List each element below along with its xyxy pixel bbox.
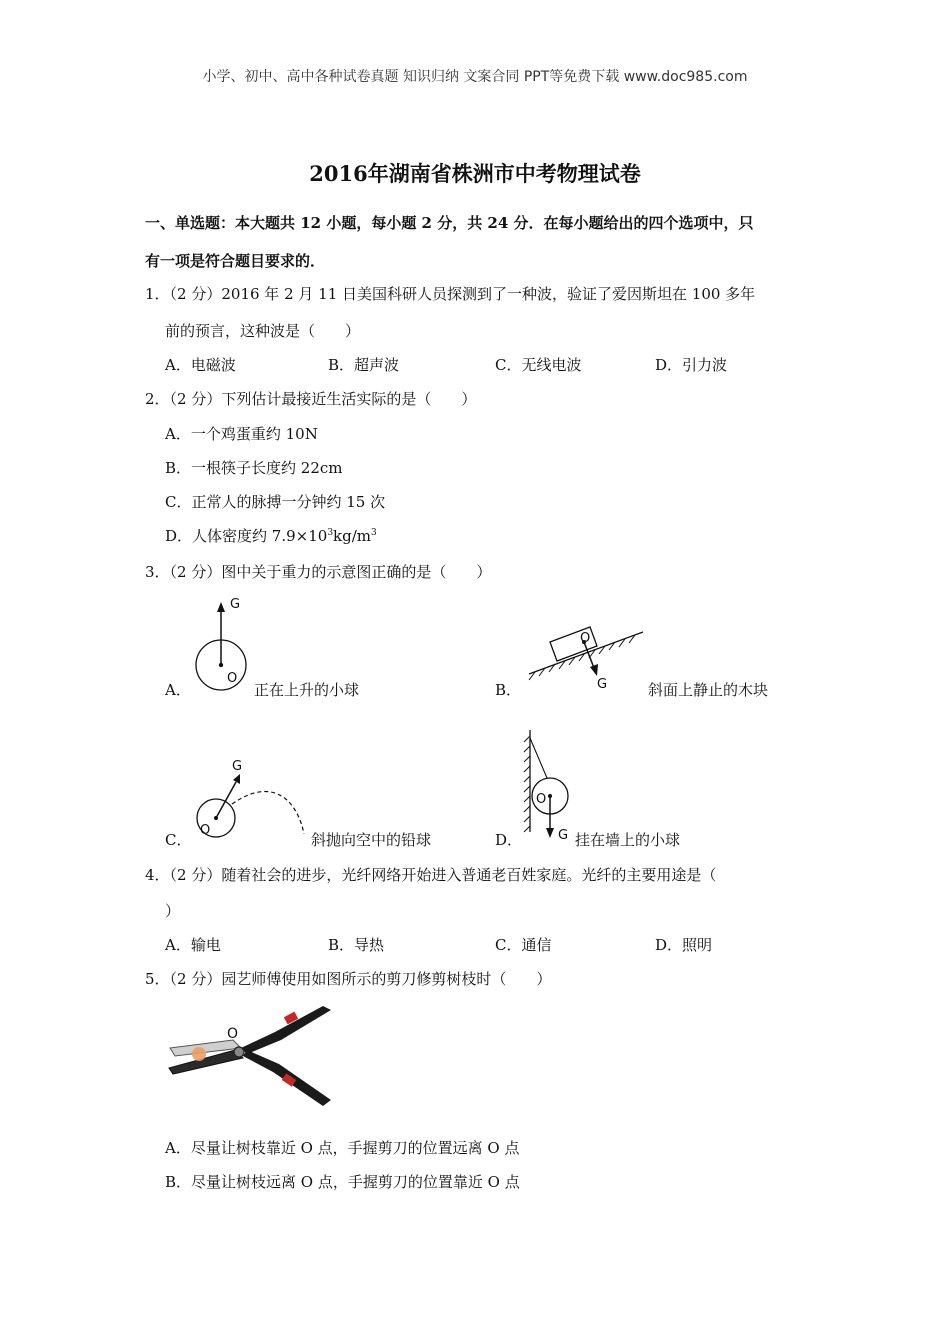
q2-option-b: B．一根筷子长度约 22cm	[165, 459, 343, 477]
q4-option-d: D．照明	[655, 936, 713, 954]
svg-text:O: O	[200, 823, 211, 838]
q5-stem: 5．（2 分）园艺师傅使用如图所示的剪刀修剪树枝时（ ）	[145, 970, 552, 988]
svg-text:O: O	[580, 631, 591, 646]
q5-option-a: A．尽量让树枝靠近 O 点，手握剪刀的位置远离 O 点	[165, 1139, 520, 1157]
q2-stem: 2．（2 分）下列估计最接近生活实际的是（ ）	[145, 390, 477, 408]
hanging-ball-diagram	[520, 728, 580, 846]
svg-text:O: O	[536, 792, 547, 807]
svg-text:O: O	[227, 671, 238, 686]
thrown-shot-put-diagram	[192, 752, 317, 847]
q3-option-a-text: 正在上升的小球	[254, 681, 360, 699]
q5-option-b: B．尽量让树枝远离 O 点，手握剪刀的位置靠近 O 点	[165, 1173, 520, 1191]
q3-option-b-label: B．	[495, 681, 522, 699]
svg-text:G: G	[597, 677, 608, 692]
q3-option-b-text: 斜面上静止的木块	[648, 681, 769, 699]
page-header: 小学、初中、高中各种试卷真题 知识归纳 文案合同 PPT等免费下载 www.doc985.com	[202, 69, 748, 85]
q3-stem: 3．（2 分）图中关于重力的示意图正确的是（ ）	[145, 563, 492, 581]
svg-text:G: G	[230, 597, 241, 612]
rising-ball-diagram	[190, 590, 258, 700]
q4-stem-line2: ）	[165, 902, 181, 920]
page-title: 2016年湖南省株洲市中考物理试卷	[309, 161, 641, 186]
q3-option-a-label: A．	[165, 681, 191, 699]
q3-option-d-text: 挂在墙上的小球	[575, 831, 681, 849]
q1-option-d: D．引力波	[655, 356, 728, 374]
q3-option-c-label: C．	[165, 831, 192, 849]
svg-text:G: G	[558, 828, 569, 843]
q3-option-c-text: 斜抛向空中的铅球	[311, 831, 432, 849]
q1-option-a: A．电磁波	[165, 356, 236, 374]
q1-stem-line1: 1．（2 分）2016 年 2 月 11 日美国科研人员探测到了一种波，验证了爱因斯坦在 100 多年	[145, 285, 756, 303]
q4-option-a: A．输电	[165, 936, 221, 954]
q4-option-c: C．通信	[495, 936, 552, 954]
q2-option-c: C．正常人的脉搏一分钟约 15 次	[165, 493, 386, 511]
section-heading-line2: 有一项是符合题目要求的．	[145, 252, 326, 270]
q1-option-b: B．超声波	[328, 356, 400, 374]
q3-option-d-label: D．	[495, 831, 523, 849]
q4-stem-line1: 4．（2 分）随着社会的进步，光纤网络开始进入普通老百姓家庭。光纤的主要用途是（	[145, 866, 717, 884]
q1-option-c: C．无线电波	[495, 356, 582, 374]
pruning-shears-image	[165, 996, 340, 1118]
q1-stem-line2: 前的预言，这种波是（ ）	[165, 322, 361, 340]
svg-text:O: O	[227, 1026, 239, 1042]
block-on-incline-diagram	[525, 612, 650, 697]
q2-option-d: D．人体密度约 $7.9\times 10^3kg/m^3$	[165, 527, 377, 545]
q2-option-a: A．一个鸡蛋重约 10N	[165, 425, 318, 443]
svg-text:G: G	[232, 759, 243, 774]
section-heading-line1: 一、单选题：本大题共 12 小题，每小题 2 分，共 24 分．在每小题给出的四个选项中，只	[145, 214, 754, 232]
q4-option-b: B．导热	[328, 936, 385, 954]
